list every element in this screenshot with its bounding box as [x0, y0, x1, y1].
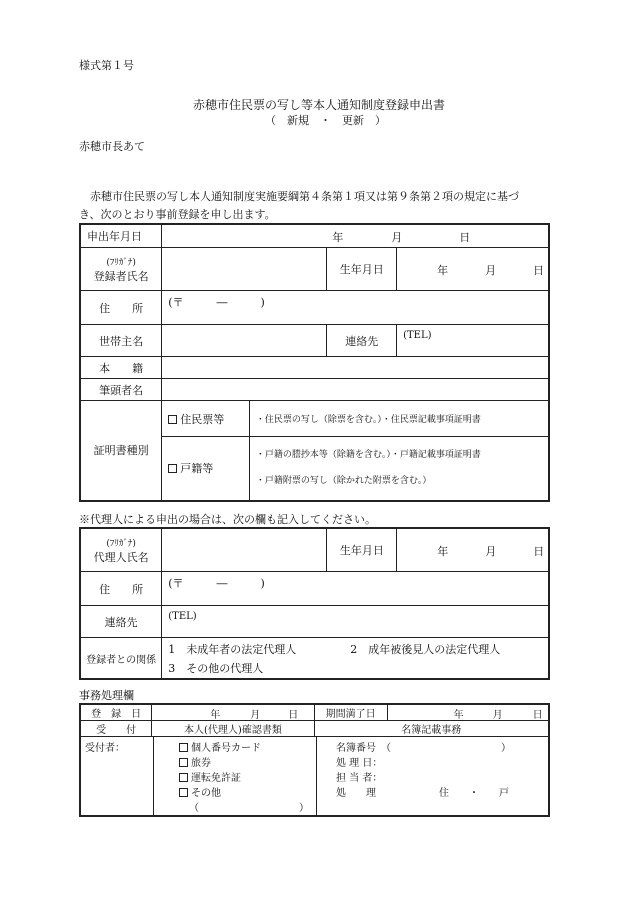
checkbox-icon[interactable] — [179, 773, 188, 782]
date-label: 申出年月日 — [80, 224, 162, 248]
furigana-label: (ﾌﾘｶﾞﾅ) — [106, 257, 136, 268]
list-number[interactable]: 名簿番号 （ ） — [336, 743, 511, 754]
birth-day: 日 — [533, 264, 545, 277]
agent-furigana-label: (ﾌﾘｶﾞﾅ) — [106, 538, 136, 549]
certificate-type-label: 証明書種別 — [80, 401, 162, 501]
id-docs-label: 本人(代理人)確認書類 — [152, 721, 314, 737]
agent-tel-label: (TEL) — [168, 611, 197, 622]
agent-birth-year: 年 — [437, 545, 449, 558]
applicant-table — [79, 223, 550, 502]
form-number: 様式第１号 — [79, 59, 134, 72]
register-label: 名簿記載事務 — [314, 721, 549, 737]
birth-year: 年 — [437, 264, 449, 277]
form-title: 赤穂市住民票の写し等本人通知制度登録申出書 — [193, 98, 446, 112]
contact-field[interactable] — [397, 325, 549, 357]
agent-name-field[interactable] — [162, 528, 327, 572]
receiver-label: 受付者： — [85, 743, 125, 754]
expiry-row[interactable] — [314, 704, 549, 721]
agent-address-field[interactable] — [162, 572, 549, 606]
reg-month: 月 — [250, 710, 261, 721]
exp-day: 日 — [532, 710, 543, 721]
checkbox-icon[interactable] — [179, 758, 188, 767]
exp-month: 月 — [492, 710, 503, 721]
agent-table — [79, 527, 550, 680]
agent-birthdate-field[interactable] — [397, 528, 549, 572]
contact-label: 連絡先 — [327, 325, 397, 357]
checkbox-icon[interactable] — [179, 788, 188, 797]
cert-juminhyo-option[interactable] — [162, 401, 250, 437]
process-label: 処 理 — [336, 788, 376, 799]
agent-note: ※代理人による申出の場合は、次の欄も記入してください。 — [79, 513, 376, 526]
divider-1 — [153, 737, 154, 815]
agent-birth-month: 月 — [485, 545, 497, 558]
checkbox-icon[interactable] — [168, 415, 177, 424]
relation-option-2[interactable]: 2 成年被後見人の法定代理人 — [350, 643, 501, 656]
doc-option-2[interactable] — [179, 754, 211, 769]
office-table — [79, 703, 550, 817]
doc-3-label: 運転免許証 — [191, 773, 241, 784]
doc-4-label: その他 — [191, 788, 221, 799]
agent-contact-label: 連絡先 — [80, 606, 162, 638]
date-month: 月 — [391, 231, 403, 244]
intro-line-1: 赤穂市住民票の写し本人通知制度実施要綱第４条第１項又は第９条第２項の規定に基づ — [90, 190, 519, 203]
agent-birth-label: 生年月日 — [327, 528, 397, 572]
cert-koseki-desc-1: ・戸籍の謄抄本等（除籍を含む。）・戸籍記載事項証明書 — [255, 450, 481, 461]
office-body — [80, 737, 549, 817]
name-label-text: 登録者氏名 — [93, 269, 149, 283]
office-heading: 事務処理欄 — [79, 689, 134, 702]
postal-code: (〒 ― ) — [168, 296, 265, 309]
relation-label: 登録者との関係 — [80, 638, 162, 680]
cert-koseki-desc-2: ・戸籍附票の写し（除かれた附票を含む。） — [255, 476, 432, 487]
birthdate-field[interactable] — [397, 248, 549, 291]
agent-contact-field[interactable] — [162, 606, 549, 638]
relation-option-1[interactable]: 1 未成年者の法定代理人 — [168, 643, 297, 656]
relation-options[interactable] — [162, 638, 549, 680]
doc-option-4[interactable] — [179, 784, 221, 799]
process-date[interactable]: 処 理 日： — [336, 758, 383, 769]
householder-label: 世帯主名 — [80, 325, 162, 357]
expiry-label: 期間満了日 — [315, 705, 388, 720]
application-date-field[interactable] — [162, 224, 549, 248]
form-subtitle: （ 新規 ・ 更新 ） — [265, 114, 386, 127]
birth-label: 生年月日 — [327, 248, 397, 291]
agent-name-label-text: 代理人氏名 — [93, 550, 149, 564]
doc-2-label: 旅券 — [191, 758, 211, 769]
domicile-field[interactable] — [162, 357, 549, 379]
agent-address-label: 住 所 — [80, 572, 162, 606]
doc-1-label: 個人番号カード — [191, 743, 261, 754]
handler[interactable]: 担 当 者： — [336, 773, 383, 784]
reg-day: 日 — [288, 710, 299, 721]
registrant-name-label — [80, 248, 162, 291]
process-dot: ・ — [469, 788, 479, 799]
relation-option-3[interactable]: 3 その他の代理人 — [168, 662, 264, 675]
address-label: 住 所 — [80, 291, 162, 325]
address-field[interactable] — [162, 291, 549, 325]
doc-option-3[interactable] — [179, 769, 241, 784]
date-day: 日 — [459, 231, 471, 244]
exp-year: 年 — [453, 710, 464, 721]
checkbox-icon[interactable] — [179, 743, 188, 752]
agent-birth-day: 日 — [533, 545, 545, 558]
cert-koseki-label: 戸籍等 — [180, 462, 214, 476]
registrant-name-field[interactable] — [162, 248, 327, 291]
reg-date-label: 登 録 日 — [80, 704, 152, 721]
doc-other-field[interactable]: （ ） — [189, 803, 309, 814]
reg-year: 年 — [210, 710, 221, 721]
doc-option-1[interactable] — [179, 739, 261, 754]
process-ko[interactable]: 戸 — [499, 788, 509, 799]
reg-date-field[interactable] — [152, 704, 314, 721]
family-head-field[interactable] — [162, 379, 549, 401]
cert-koseki-option[interactable] — [162, 437, 250, 501]
reception-label: 受 付 — [80, 721, 152, 737]
birth-month: 月 — [485, 264, 497, 277]
tel-label: (TEL) — [403, 330, 432, 341]
family-head-label: 筆頭者名 — [80, 379, 162, 401]
cert-koseki-desc — [249, 437, 549, 501]
agent-postal-code: (〒 ― ) — [168, 577, 265, 590]
householder-field[interactable] — [162, 325, 327, 357]
date-year: 年 — [332, 231, 344, 244]
intro-line-2: き、次のとおり事前登録を申し出ます。 — [79, 208, 276, 221]
checkbox-icon[interactable] — [168, 464, 177, 473]
domicile-label: 本 籍 — [80, 357, 162, 379]
agent-name-label — [80, 528, 162, 572]
process-jusho[interactable]: 住 — [439, 788, 449, 799]
divider-2 — [316, 737, 317, 815]
cert-juminhyo-label: 住民票等 — [180, 412, 225, 426]
cert-juminhyo-desc: ・住民票の写し（除票を含む。）・住民票記載事項証明書 — [249, 401, 549, 437]
addressee: 赤穂市長あて — [79, 140, 145, 153]
